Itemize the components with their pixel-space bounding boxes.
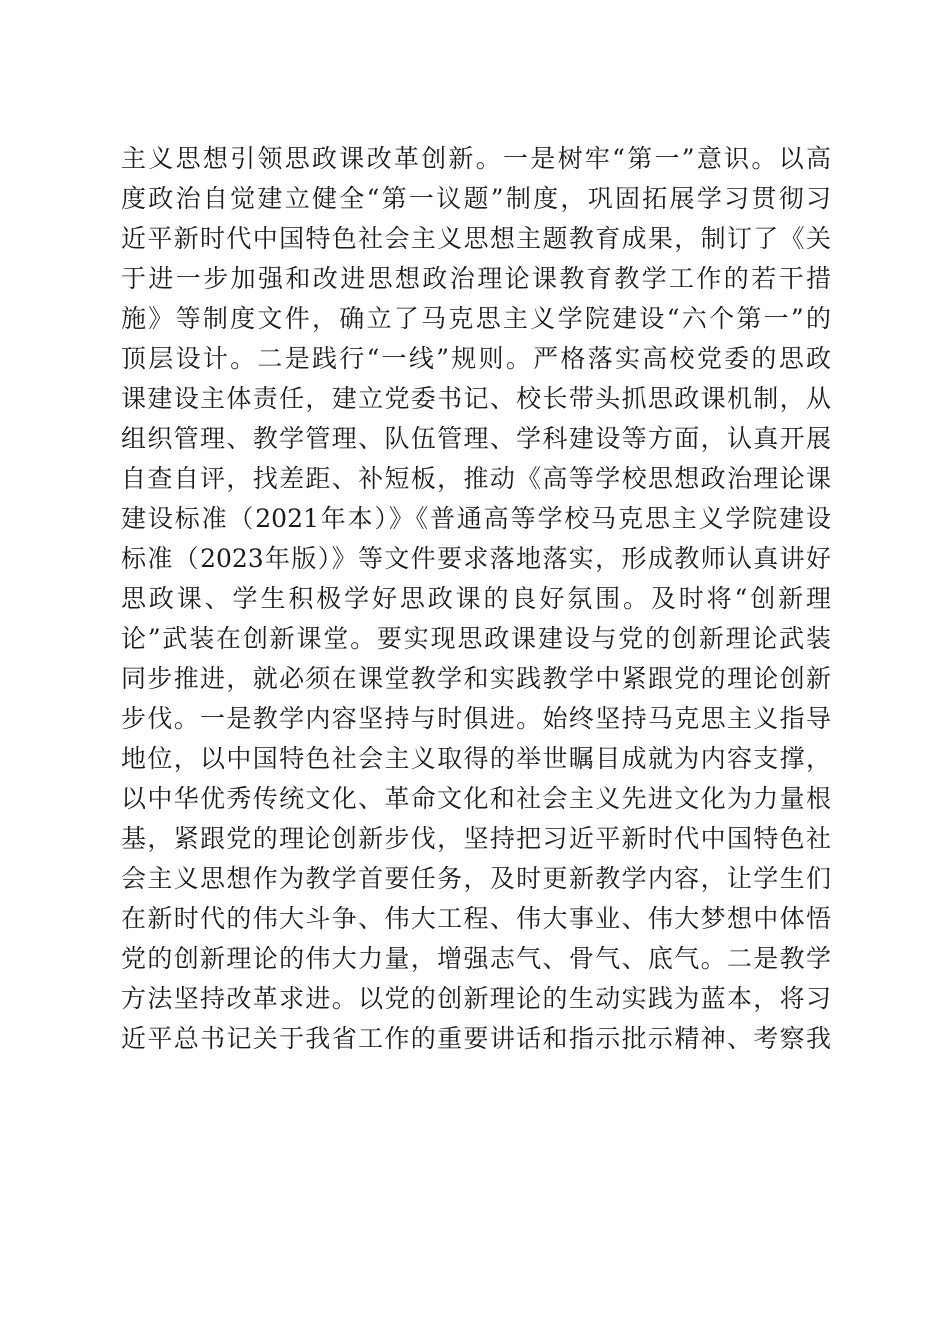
text-line: 地位，以中国特色社会主义取得的举世瞩目成就为内容支撑，	[121, 744, 831, 773]
text-line: 同步推进，就必须在课堂教学和实践教学中紧跟党的理论创新	[121, 664, 831, 693]
text-line: 施》等制度文件，确立了马克思主义学院建设“六个第一”的	[121, 304, 831, 333]
text-line: 基，紧跟党的理论创新步伐，坚持把习近平新时代中国特色社	[121, 824, 831, 853]
text-line: 度政治自觉建立健全“第一议题”制度，巩固拓展学习贯彻习	[121, 184, 831, 213]
text-line: 方法坚持改革求进。以党的创新理论的生动实践为蓝本，将习	[121, 984, 831, 1013]
text-line: 主义思想引领思政课改革创新。一是树牢“第一”意识。以高	[121, 144, 831, 173]
text-line: 于进一步加强和改进思想政治理论课教育教学工作的若干措	[121, 264, 831, 293]
body-paragraph	[121, 139, 831, 1059]
text-line: 以中华优秀传统文化、革命文化和社会主义先进文化为力量根	[121, 784, 831, 813]
text-line: 自查自评，找差距、补短板，推动《高等学校思想政治理论课	[121, 464, 831, 493]
text-line: 近平总书记关于我省工作的重要讲话和指示批示精神、考察我	[121, 1024, 831, 1053]
text-line: 标准（2023年版）》等文件要求落地落实，形成教师认真讲好	[121, 544, 831, 573]
text-line: 组织管理、教学管理、队伍管理、学科建设等方面，认真开展	[121, 424, 831, 453]
text-line: 顶层设计。二是践行“一线”规则。严格落实高校党委的思政	[121, 344, 831, 373]
text-line: 近平新时代中国特色社会主义思想主题教育成果，制订了《关	[121, 224, 831, 253]
text-line: 建设标准（2021年本）》《普通高等学校马克思主义学院建设	[121, 504, 831, 533]
text-line: 思政课、学生积极学好思政课的良好氛围。及时将“创新理	[121, 584, 831, 613]
text-line: 课建设主体责任，建立党委书记、校长带头抓思政课机制，从	[121, 384, 831, 413]
text-line: 会主义思想作为教学首要任务，及时更新教学内容，让学生们	[121, 864, 831, 893]
text-line: 党的创新理论的伟大力量，增强志气、骨气、底气。二是教学	[121, 944, 831, 973]
text-line: 步伐。一是教学内容坚持与时俱进。始终坚持马克思主义指导	[121, 704, 831, 733]
text-line: 在新时代的伟大斗争、伟大工程、伟大事业、伟大梦想中体悟	[121, 904, 831, 933]
text-line: 论”武装在创新课堂。要实现思政课建设与党的创新理论武装	[121, 624, 831, 653]
